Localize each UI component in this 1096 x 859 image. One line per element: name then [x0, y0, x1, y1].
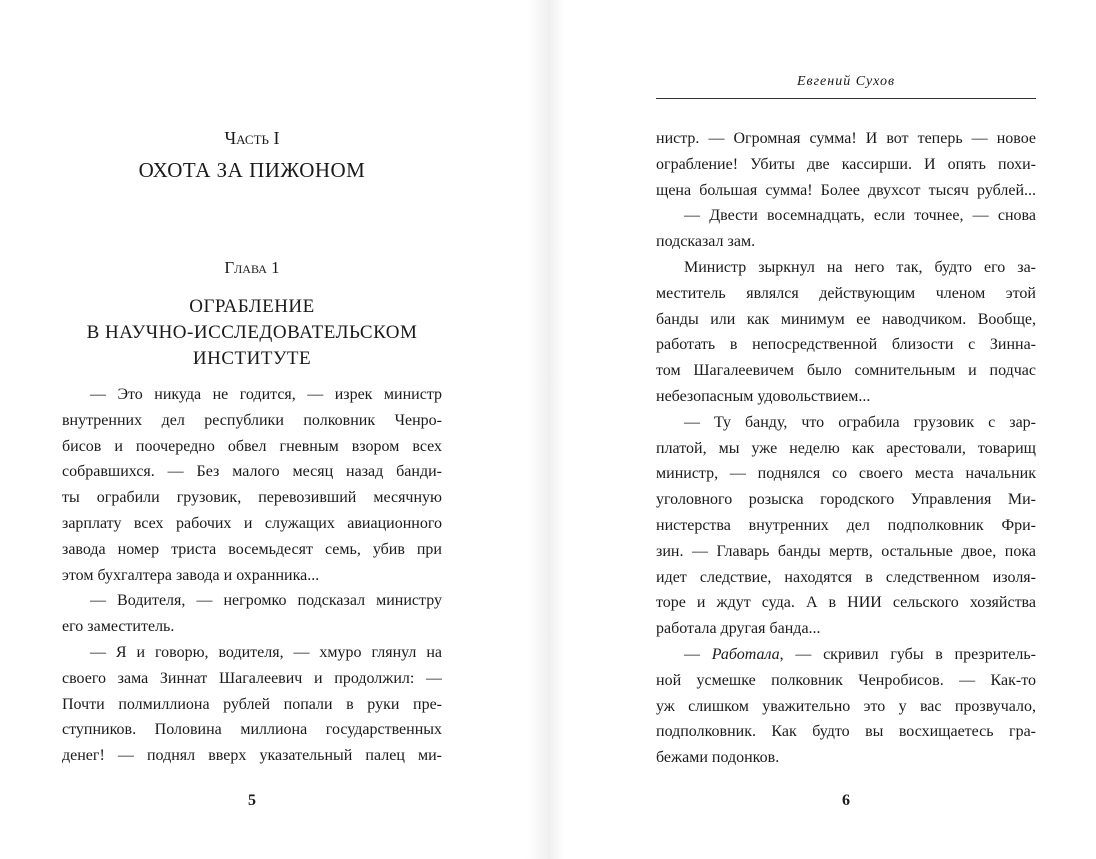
chapter-label: Глава 1 — [224, 258, 280, 277]
text-line: своего зама Зиннат Шагалеевич и продолжил: — — [62, 669, 442, 687]
text-line: — Ту банду, что ограбила грузовик с зар- — [684, 413, 1036, 431]
right-body-text — [656, 126, 1036, 771]
left-body-text — [62, 382, 442, 769]
text-line-italic — [656, 642, 1036, 668]
text-line: — Водителя, — негромко подсказал министру — [90, 592, 442, 610]
text-line: подполковник. Как будто вы восхищаетесь гра- — [656, 723, 1036, 741]
text-line: внутренних дел республики полковник Ченро- — [62, 411, 442, 429]
italic-word: Работала — [711, 645, 780, 663]
chapter-title-line: ИНСТИТУТЕ — [192, 348, 312, 369]
text-line: — Двести восемнадцать, если точнее, — снова — [684, 207, 1036, 225]
text-line: денег! — поднял вверх указательный палец ми- — [62, 747, 442, 765]
text-line: ной усмешке полковник Ченробисов. — Как-то — [656, 671, 1036, 689]
text-line: ограбление! Убиты две кассирши. И опять похи- — [656, 155, 1036, 173]
chapter-title — [62, 294, 442, 372]
text-line: меститель являлся действующим членом этой — [656, 284, 1036, 302]
text-line: банды или как минимум ее наводчиком. Вообще, — [656, 310, 1036, 328]
text-line: зарплату всех рабочих и служащих авиационного — [62, 514, 442, 532]
text-line: ступников. Половина миллиона государственных — [62, 721, 442, 739]
page-number: 5 — [248, 792, 256, 809]
text-line: завода номер триста восемьдесят семь, убив при — [62, 540, 442, 558]
text-line: бежами подонков. — [656, 749, 780, 767]
chapter-title-line: ОГРАБЛЕНИЕ — [189, 296, 315, 317]
text-line: Министр зыркнул на него так, будто его за- — [684, 258, 1036, 276]
page-number: 6 — [842, 792, 850, 809]
text-line: работала другая банда... — [656, 620, 821, 638]
text-line: нистр. — Огромная сумма! И вот теперь — новое — [656, 130, 1036, 147]
dash: — — [684, 645, 712, 663]
text-line: ты ограбили грузовик, перевозивший месячную — [62, 489, 442, 507]
text-line: небезопасным удовольствием... — [656, 387, 871, 405]
text-line: работать в непосредственной близости с Зинна- — [656, 336, 1036, 354]
text-line: бисов и поочередно обвел гневным взором всех — [62, 437, 442, 455]
text-line: нистерства внутренних дел подполковник Фри- — [656, 516, 1036, 534]
text-line: зин. — Главарь банды мертв, остальные двое, пока — [656, 542, 1036, 560]
text-line: подсказал зам. — [656, 233, 756, 251]
part-title: ОХОТА ЗА ПИЖОНОМ — [138, 158, 366, 182]
chapter-title-line: В НАУЧНО-ИССЛЕДОВАТЕЛЬСКОМ — [86, 322, 418, 343]
line-rest: , — скривил губы в презритель- — [779, 645, 1036, 663]
header-rule — [656, 98, 1036, 99]
part-label: Часть I — [224, 128, 280, 148]
text-line: уж слишком уважительно это у вас прозвучало, — [656, 697, 1036, 715]
text-line: министр, — поднялся со своего места начальник — [656, 465, 1036, 483]
text-line: торе и ждут суда. А в НИИ сельского хозяйства — [656, 594, 1036, 612]
text-line: его заместитель. — [62, 618, 175, 636]
text-line: платой, мы уже неделю как арестовали, товарищ — [656, 439, 1036, 457]
text-line: том Шагалеевичем было сомнительным и подчас — [656, 362, 1036, 380]
running-head: Евгений Сухов — [796, 74, 896, 89]
text-line: Почти полмиллиона рублей попали в руки пре- — [62, 695, 442, 713]
text-line: собравшихся. — Без малого месяц назад банди- — [62, 463, 442, 481]
right-page — [548, 0, 1096, 859]
text-line: щена большая сумма! Более двухсот тысяч рублей... — [656, 181, 1036, 199]
text-line: идет следствие, находятся в следственном изоля- — [656, 568, 1036, 586]
text-line: — Я и говорю, водителя, — хмуро глянул на — [90, 643, 442, 661]
text-line: уголовного розыска городского Управления Ми- — [656, 491, 1036, 509]
text-line: — Это никуда не годится, — изрек министр — [90, 386, 442, 403]
text-line: этом бухгалтера завода и охранника... — [62, 566, 320, 584]
